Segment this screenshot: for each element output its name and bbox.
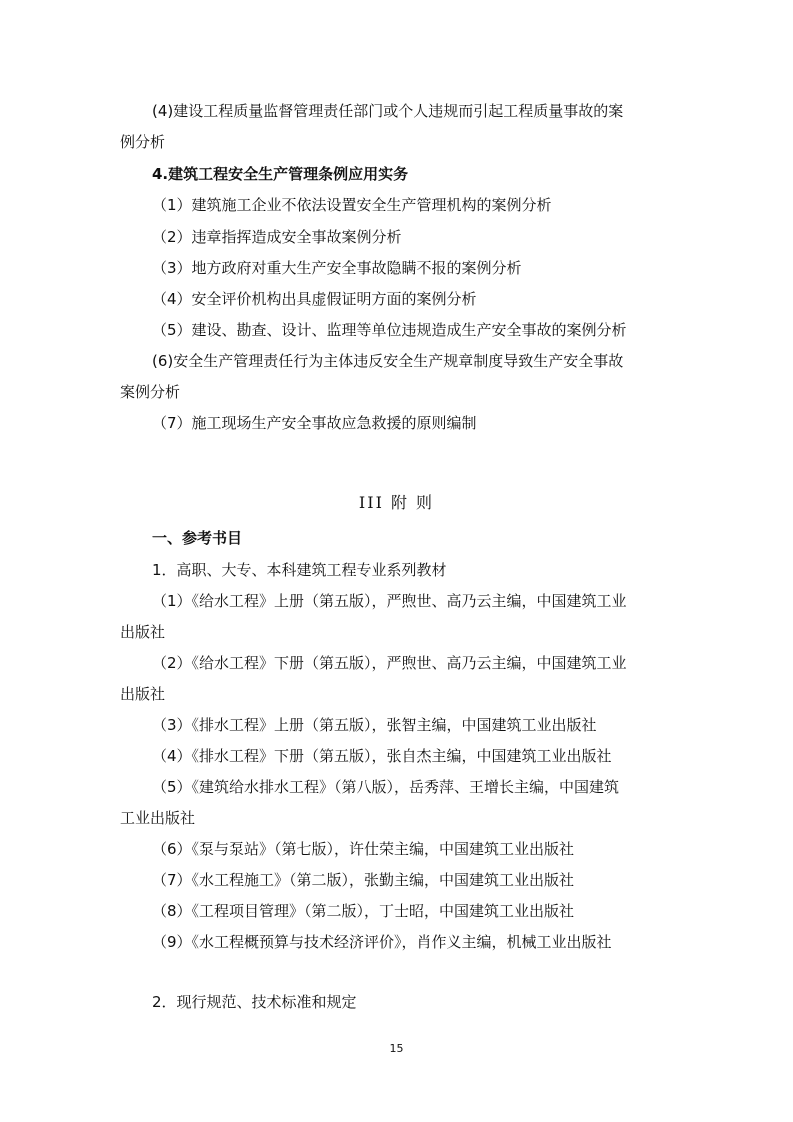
book-4: （4）《排水工程》下册（第五版），张自杰主编，中国建筑工业出版社 <box>152 747 612 765</box>
section-4-item-1: （1）建筑施工企业不依法设置安全生产管理机构的案例分析 <box>152 196 552 214</box>
book-2-line1: （2）《给水工程》下册（第五版），严煦世、高乃云主编，中国建筑工业 <box>152 654 627 672</box>
item-4-quality-line2: 例分析 <box>120 133 166 151</box>
book-5-line2: 工业出版社 <box>120 809 196 827</box>
book-8: （8）《工程项目管理》（第二版），丁士昭，中国建筑工业出版社 <box>152 902 575 920</box>
book-1-line2: 出版社 <box>120 623 166 641</box>
references-title: 一、参考书目 <box>152 529 243 547</box>
book-9: （9）《水工程概预算与技术经济评价》，肖作义主编，机械工业出版社 <box>152 933 612 951</box>
book-6: （6）《泵与泵站》（第七版），许仕荣主编，中国建筑工业出版社 <box>152 840 575 858</box>
section-4-item-6-line2: 案例分析 <box>120 383 181 401</box>
section-4-item-7: （7）施工现场生产安全事故应急救援的原则编制 <box>152 414 477 432</box>
textbook-series-title: 1．高职、大专、本科建筑工程专业系列教材 <box>152 561 447 579</box>
section-4-item-5: （5）建设、勘查、设计、监理等单位违规造成生产安全事故的案例分析 <box>152 321 627 339</box>
book-2-line2: 出版社 <box>120 685 166 703</box>
section-4-item-2: （2）违章指挥造成安全事故案例分析 <box>152 228 402 246</box>
page-number: 15 <box>389 1042 404 1055</box>
section-4-title: 4.建筑工程安全生产管理条例应用实务 <box>152 165 409 183</box>
section-4-item-6-line1: (6)安全生产管理责任行为主体违反安全生产规章制度导致生产安全事故 <box>152 352 624 370</box>
book-1-line1: （1）《给水工程》上册（第五版），严煦世、高乃云主编，中国建筑工业 <box>152 592 627 610</box>
book-3: （3）《排水工程》上册（第五版），张智主编，中国建筑工业出版社 <box>152 716 597 734</box>
section-4-item-3: （3）地方政府对重大生产安全事故隐瞒不报的案例分析 <box>152 259 522 277</box>
section-4-item-4: （4）安全评价机构出具虚假证明方面的案例分析 <box>152 290 477 308</box>
standards-title: 2．现行规范、技术标准和规定 <box>152 993 357 1011</box>
item-4-quality-line1: (4)建设工程质量监督管理责任部门或个人违规而引起工程质量事故的案 <box>152 102 624 120</box>
book-5-line1: （5）《建筑给水排水工程》（第八版），岳秀萍、王增长主编，中国建筑 <box>152 778 620 796</box>
book-7: （7）《水工程施工》（第二版），张勤主编，中国建筑工业出版社 <box>152 871 575 889</box>
appendix-heading: III 附 则 <box>358 493 435 512</box>
